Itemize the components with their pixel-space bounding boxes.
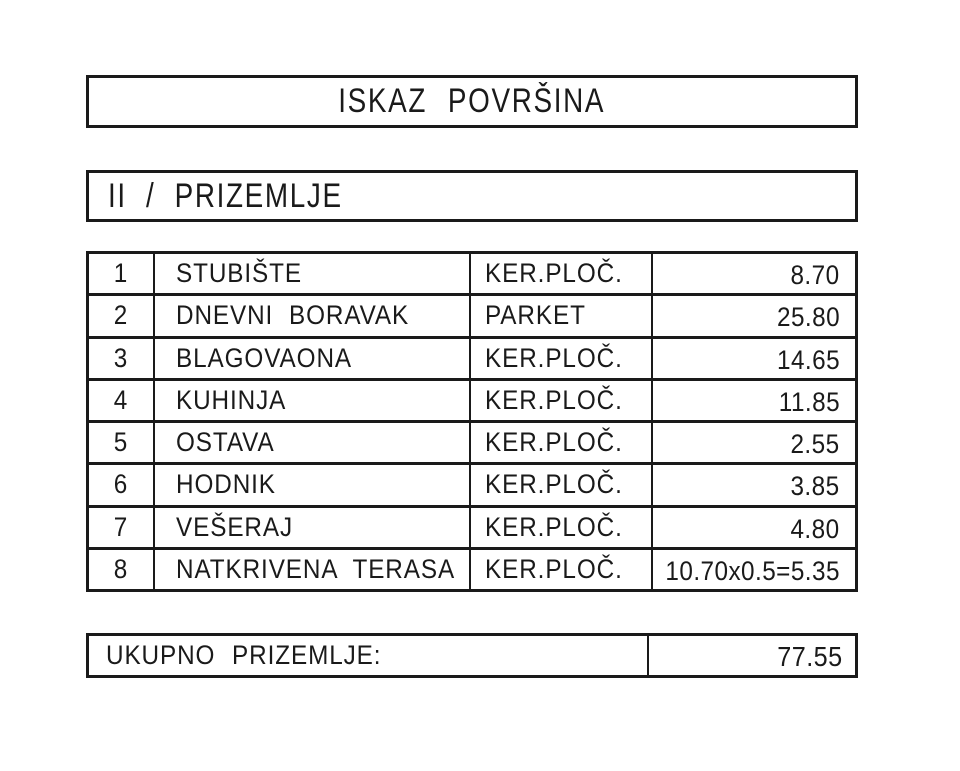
- row-number: 6: [113, 469, 129, 500]
- room-name: STUBIŠTE: [176, 258, 303, 289]
- room-name: KUHINJA: [176, 384, 287, 415]
- row-number-cell: [89, 423, 155, 462]
- room-name: BLAGOVAONA: [176, 342, 353, 373]
- floor-material-cell: [471, 508, 653, 547]
- room-name-cell: [155, 465, 471, 504]
- room-name-cell: [155, 381, 471, 420]
- row-number: 7: [113, 511, 129, 542]
- room-name: NATKRIVENA TERASA: [176, 553, 456, 584]
- area-value: 4.80: [790, 513, 840, 544]
- room-name-cell: [155, 423, 471, 462]
- floor-material-cell: [471, 465, 653, 504]
- area-value-cell: [653, 254, 855, 293]
- areas-table: [86, 251, 858, 592]
- total-value-cell: [649, 636, 855, 675]
- row-number-cell: [89, 296, 155, 335]
- floor-material-cell: [471, 296, 653, 335]
- area-value: 25.80: [776, 302, 840, 333]
- room-name-cell: [155, 550, 471, 589]
- area-value-cell: [653, 465, 855, 504]
- row-number-cell: [89, 550, 155, 589]
- floor-material-cell: [471, 381, 653, 420]
- table-row: [89, 550, 855, 589]
- room-name-cell: [155, 339, 471, 378]
- row-number: 2: [113, 300, 129, 331]
- room-name-cell: [155, 254, 471, 293]
- area-value: 10.70x0.5=5.35: [665, 555, 840, 586]
- area-value-cell: [653, 508, 855, 547]
- row-number: 8: [113, 553, 129, 584]
- table-row: [89, 381, 855, 423]
- total-label: UKUPNO PRIZEMLJE:: [106, 640, 382, 670]
- floor-material: KER.PLOČ.: [485, 469, 623, 500]
- room-name: DNEVNI BORAVAK: [176, 300, 410, 331]
- area-value-cell: [653, 296, 855, 335]
- room-name: HODNIK: [176, 469, 276, 500]
- floor-material-cell: [471, 423, 653, 462]
- area-value: 2.55: [790, 429, 840, 460]
- area-value: 14.65: [776, 344, 840, 375]
- room-name-cell: [155, 296, 471, 335]
- table-row: [89, 296, 855, 338]
- row-number: 3: [113, 342, 129, 373]
- area-value: 8.70: [790, 260, 840, 291]
- floor-material-cell: [471, 339, 653, 378]
- row-number: 1: [113, 258, 129, 289]
- table-row: [89, 339, 855, 381]
- row-number: 4: [113, 384, 129, 415]
- floor-material: KER.PLOČ.: [485, 427, 623, 458]
- area-value-cell: [653, 423, 855, 462]
- floor-material: KER.PLOČ.: [485, 511, 623, 542]
- table-row: [89, 465, 855, 507]
- table-row: [89, 423, 855, 465]
- table-row: [89, 254, 855, 296]
- floor-material: KER.PLOČ.: [485, 342, 623, 373]
- section-title: II / PRIZEMLJE: [108, 176, 343, 215]
- row-number-cell: [89, 508, 155, 547]
- area-value: 3.85: [790, 471, 840, 502]
- total-value: 77.55: [777, 641, 843, 672]
- room-name: OSTAVA: [176, 427, 275, 458]
- floor-material: KER.PLOČ.: [485, 384, 623, 415]
- room-name: VEŠERAJ: [176, 511, 294, 542]
- total-row: [86, 633, 858, 678]
- row-number: 5: [113, 427, 129, 458]
- floor-material-cell: [471, 254, 653, 293]
- total-label-cell: [89, 636, 649, 675]
- floor-material-cell: [471, 550, 653, 589]
- floor-material: PARKET: [485, 300, 586, 331]
- row-number-cell: [89, 381, 155, 420]
- row-number-cell: [89, 339, 155, 378]
- row-number-cell: [89, 254, 155, 293]
- section-box: [86, 170, 858, 222]
- row-number-cell: [89, 465, 155, 504]
- floor-material: KER.PLOČ.: [485, 258, 623, 289]
- area-value-cell: [653, 550, 855, 589]
- area-value-cell: [653, 339, 855, 378]
- floor-material: KER.PLOČ.: [485, 553, 623, 584]
- area-value-cell: [653, 381, 855, 420]
- area-value: 11.85: [778, 386, 840, 417]
- document-title: ISKAZ POVRŠINA: [338, 82, 606, 120]
- table-row: [89, 508, 855, 550]
- room-name-cell: [155, 508, 471, 547]
- title-box: [86, 75, 858, 128]
